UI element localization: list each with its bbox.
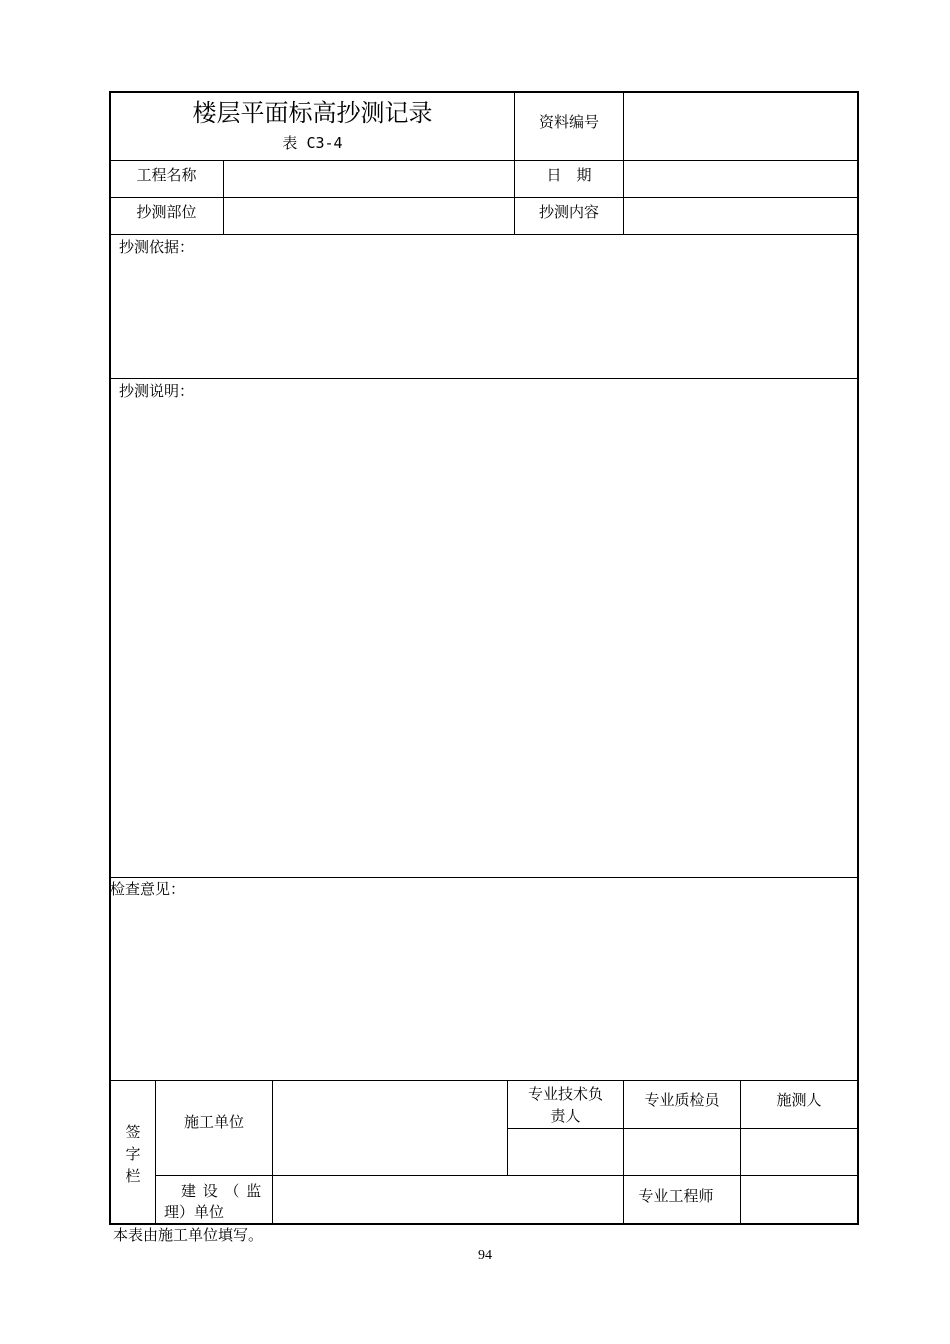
form-code: 表 C3-4 — [282, 134, 343, 152]
inspection-field[interactable] — [119, 904, 849, 1074]
column-divider — [623, 92, 624, 234]
project-name-label: 工程名称 — [136, 166, 197, 184]
supervision-unit-signature[interactable] — [275, 1178, 620, 1221]
measure-content-label: 抄测内容 — [538, 203, 599, 221]
page-number: 94 — [478, 1248, 492, 1263]
column-divider — [272, 1080, 273, 1224]
supervision-unit-label-line2: 理）单位 — [164, 1203, 225, 1221]
tech-lead-signature[interactable] — [510, 1131, 620, 1172]
construction-unit-signature[interactable] — [275, 1084, 503, 1172]
measure-location-label: 抄测部位 — [136, 203, 197, 221]
row-divider — [110, 234, 858, 235]
column-divider — [223, 160, 224, 234]
construction-unit-label: 施工单位 — [183, 1113, 244, 1131]
column-divider — [155, 1080, 156, 1224]
row-divider — [507, 1128, 858, 1129]
date-label: 日 期 — [546, 166, 592, 184]
quality-inspector-label: 专业质检员 — [644, 1091, 720, 1109]
supervision-unit-label-line1: 建 设 （ 监 — [181, 1182, 263, 1200]
explanation-label: 抄测说明： — [119, 382, 195, 400]
doc-no-label: 资料编号 — [538, 113, 599, 131]
row-divider — [110, 1080, 858, 1081]
tech-lead-label-line1: 专业技术负 — [527, 1085, 603, 1103]
surveyor-signature[interactable] — [743, 1131, 854, 1172]
inspection-label: 检查意见： — [110, 880, 186, 898]
quality-inspector-signature[interactable] — [626, 1131, 737, 1172]
engineer-signature[interactable] — [743, 1178, 854, 1221]
row-divider — [110, 378, 858, 379]
basis-label: 抄测依据： — [119, 238, 195, 256]
surveyor-label: 施测人 — [776, 1091, 822, 1109]
form-title: 楼层平面标高抄测记录 — [192, 99, 433, 127]
explanation-field[interactable] — [119, 404, 849, 869]
basis-field[interactable] — [119, 260, 849, 370]
engineer-label: 专业工程师 — [638, 1187, 714, 1205]
tech-lead-label-line2: 责人 — [550, 1107, 581, 1125]
signature-section-text: 签字栏 — [125, 1123, 141, 1185]
footer-note: 本表由施工单位填写。 — [113, 1228, 264, 1244]
row-divider — [110, 877, 858, 878]
row-divider — [155, 1175, 858, 1176]
signature-section-label — [111, 1121, 155, 1187]
